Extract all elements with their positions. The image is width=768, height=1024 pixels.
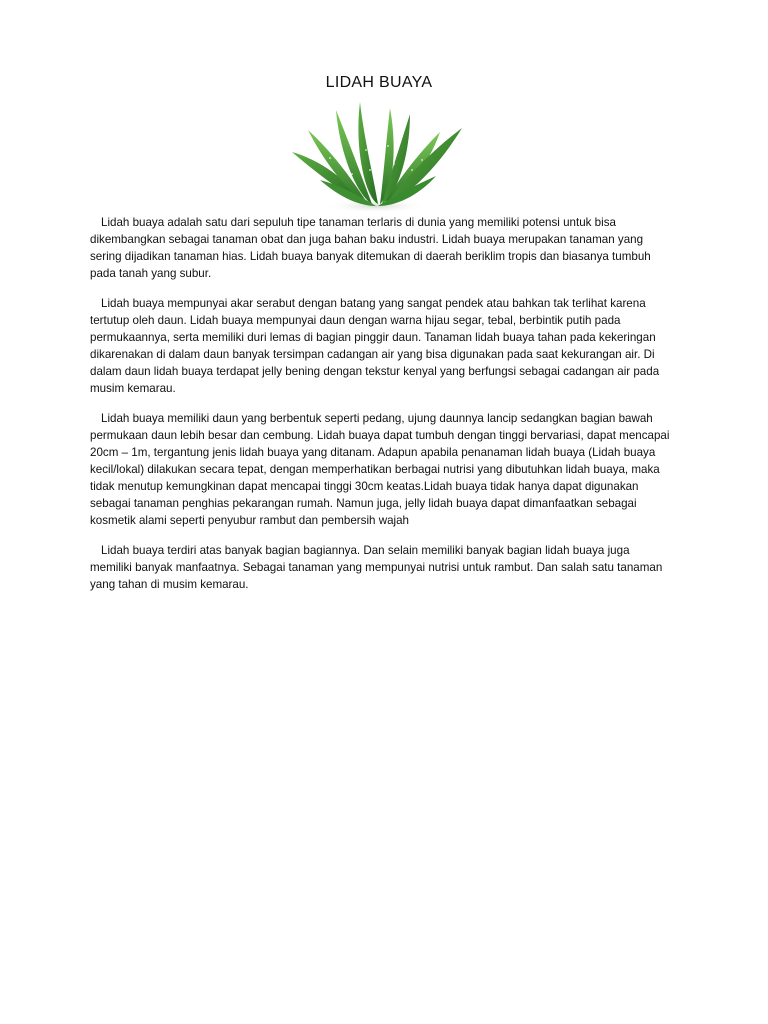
paragraph: Lidah buaya mempunyai akar serabut dengan batang yang sangat pendek atau bahkan tak terlihat karena tertutup oleh daun. Lidah buaya mempunyai daun dengan warna hijau segar, tebal, berbintik putih pada permukaannya, serta memiliki duri lemas di bagian pinggir daun. Tanaman lidah buaya tahan pada kekeringan dikarenakan di dalam daun banyak tersimpan cadangan air yang bisa digunakan pada saat kekurangan air. Di dalam daun lidah buaya terdapat jelly bening dengan tekstur kenyal yang berfungsi sebagai cadangan air pada musim kemarau. xyxy=(90,297,660,395)
aloe-vera-plant-icon xyxy=(290,100,466,216)
page-title: LIDAH BUAYA xyxy=(325,74,433,91)
paragraph: Lidah buaya adalah satu dari sepuluh tipe tanaman terlaris di dunia yang memiliki potensi untuk bisa dikembangkan sebagai tanaman obat dan juga bahan baku industri. Lidah buaya merupakan tanaman yang sering dijadikan tanaman hias. Lidah buaya banyak ditemukan di daerah beriklim tropis dan biasanya tumbuh pada tanah yang subur. xyxy=(90,216,651,280)
paragraph: Lidah buaya terdiri atas banyak bagian bagiannya. Dan selain memiliki banyak bagian lidah buaya juga memiliki banyak manfaatnya. Sebagai tanaman yang mempunyai nutrisi untuk rambut. Dan salah satu tanaman yang tahan di musim kemarau. xyxy=(90,544,663,591)
paragraph: Lidah buaya memiliki daun yang berbentuk seperti pedang, ujung daunnya lancip sedangkan bagian bawah permukaan daun lebih besar dan cembung. Lidah buaya dapat tumbuh dengan tinggi bervariasi, dapat mencapai 20cm – 1m, tergantung jenis lidah buaya yang ditanam. Adapun apabila penanaman lidah buaya (Lidah buaya kecil/lokal) dilakukan secara tepat, dengan memperhatikan berbagai nutrisi yang dibutuhkan lidah buaya, maka tidak menutup kemungkinan dapat mencapai tinggi 30cm keatas.Lidah buaya tidak hanya dapat digunakan sebagai tanaman penghias pekarangan rumah. Namun juga, jelly lidah buaya dapat dimanfaatkan sebagai kosmetik alami seperti penyubur rambut dan pembersih wajah xyxy=(90,412,670,527)
document-body xyxy=(90,214,672,606)
